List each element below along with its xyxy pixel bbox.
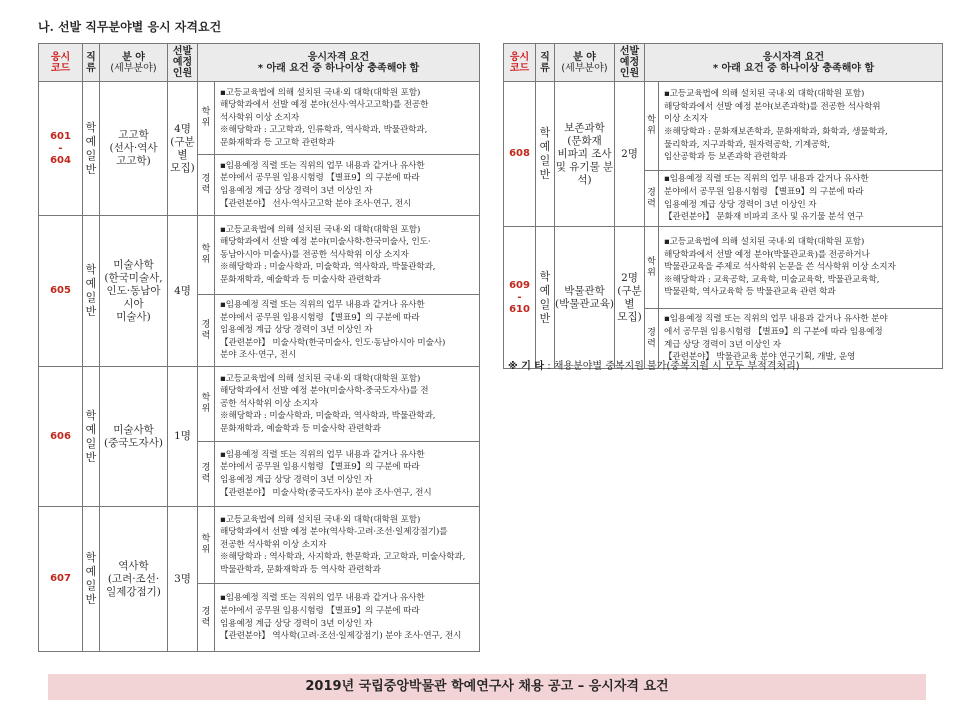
- requirement-line: 박물관학과, 문화재학과 등 역사학 관련학과: [220, 564, 381, 575]
- requirement-line: 【관련분야】 문화재 비파괴 조사 및 유기물 분석 연구: [664, 212, 864, 223]
- requirement-line: 임용예정 계급 상당 경력이 3년 이상인 자: [220, 186, 373, 196]
- requirement-line: 분야에서 공무원 임용시험령 【별표9】의 구분에 따라: [220, 462, 420, 473]
- requirement-line: 【관련분야】 역사학(고려·조선·일제강점기) 분야 조사·연구, 전시: [220, 631, 462, 642]
- job-type: 학 예 일 반: [83, 82, 100, 216]
- requirement-line: ※해당학과 : 문화재보존학과, 문화재학과, 화학과, 생물학과,: [664, 127, 888, 137]
- requirement-line: 분야에서 공무원 임용시험령 【별표9】의 구분에 따라: [220, 312, 420, 323]
- requirement-line: 분야 조사·연구, 전시: [220, 350, 297, 361]
- requirement-line: ※해당학과 : 역사학과, 사지학과, 한문학과, 고고학과, 미술사학과,: [220, 552, 466, 563]
- degree-label: 학 위: [198, 367, 215, 442]
- experience-requirement: [215, 155, 480, 216]
- requirement-line: 계급 상당 경력이 3년 이상인 자: [664, 339, 781, 350]
- header-type: 직 류: [536, 44, 555, 82]
- requirement-line: 임용예정 계급 상당 경력이 3년 이상인 자: [220, 325, 373, 336]
- requirement-line: 해당학과에서 선발 예정 분야(역사학-고려·조선·일제강점기)를: [220, 527, 448, 538]
- degree-label: 학 위: [198, 507, 215, 584]
- requirement-line: ▪임용예정 직렬 또는 직위의 업무 내용과 같거나 유사한: [220, 593, 425, 604]
- header-type: 직 류: [83, 44, 100, 82]
- requirement-line: 물리학과, 지구과학과, 원자력공학, 기계공학,: [664, 139, 831, 150]
- requirement-line: 해당학과에서 선발 예정 분야(미술사학-중국도자사)를 전: [220, 386, 429, 397]
- note-text: : 채용분야별 중복지원 불가(중복지원 시 모두 부적격처리): [547, 361, 800, 372]
- hire-count: 4명: [168, 216, 198, 367]
- hire-count: 1명: [168, 367, 198, 507]
- job-field: 미술사학 (중국도자사): [100, 367, 168, 507]
- requirement-line: ▪임용예정 직렬 또는 직위의 업무 내용과 같거나 유사한: [220, 160, 425, 171]
- requirement-line: ▪임용예정 직렬 또는 직위의 업무 내용과 같거나 유사한: [220, 300, 425, 311]
- requirement-line: 공한 석사학위 이상 소지자: [220, 398, 319, 409]
- requirement-line: ▪고등교육법에 의해 설치된 국내·외 대학(대학원 포함): [220, 224, 421, 235]
- position-row: [504, 82, 943, 171]
- table-header-row: [39, 44, 480, 82]
- position-row: [39, 367, 480, 442]
- requirement-line: ▪임용예정 직렬 또는 직위의 업무 내용과 같거나 유사한 분야: [664, 314, 888, 325]
- requirement-line: 【관련분야】 박물관교육 분야 연구기획, 개발, 운영: [664, 352, 856, 363]
- requirement-line: ※해당학과 : 미술사학과, 미술학과, 역사학과, 박물관학과,: [220, 262, 436, 273]
- hire-count: 4명 (구분별 모집): [168, 82, 198, 216]
- requirement-line: 【관련분야】 선사·역사고고학 분야 조사·연구, 전시: [220, 198, 412, 209]
- requirement-line: 분야에서 공무원 임용시험령 【별표9】의 구분에 따라: [220, 605, 420, 616]
- header-field: 분 야 (세부분야): [555, 44, 615, 82]
- requirement-line: 【관련분야】 미술사학(중국도자사) 분야 조사·연구, 전시: [220, 487, 432, 498]
- job-field: 고고학 (선사·역사 고고학): [100, 82, 168, 216]
- requirement-line: 임용예정 계급 상당 경력이 3년 이상인 자: [220, 618, 373, 629]
- requirement-line: 문화재학과, 예술학과 등 미술사학 관련학과: [220, 423, 381, 434]
- requirement-line: 【관련분야】 미술사학(한국미술사, 인도·동남아시아 미술사): [220, 337, 446, 348]
- degree-label: 학 위: [198, 82, 215, 155]
- job-field: 보존과학 (문화재 비파괴 조사 및 유기물 분석): [555, 82, 615, 227]
- requirement-line: 분야에서 공무원 임용시험령 【별표9】의 구분에 따라: [664, 186, 864, 197]
- header-code: 응시 코드: [39, 44, 83, 82]
- degree-requirement: [215, 216, 480, 295]
- requirement-line: 해당학과에서 선발 예정 분야(선사·역사고고학)를 전공한: [220, 100, 429, 111]
- degree-label: 학 위: [645, 227, 659, 309]
- requirement-line: 해당학과에서 선발 예정 분야(박물관교육)를 전공하거나: [664, 249, 870, 260]
- header-requirements: 응시자격 요건 * 아래 요건 중 하나이상 충족해야 함: [645, 44, 943, 82]
- requirement-line: ※해당학과 : 미술사학과, 미술학과, 역사학과, 박물관학과,: [220, 411, 436, 422]
- job-field: 박물관학 (박물관교육): [555, 227, 615, 369]
- experience-label: 경 력: [645, 309, 659, 369]
- requirement-line: ▪임용예정 직렬 또는 직위의 업무 내용과 같거나 유사한: [664, 174, 869, 185]
- requirement-line: ▪고등교육법에 의해 설치된 국내·외 대학(대학원 포함): [220, 373, 421, 384]
- header-requirements: 응시자격 요건 * 아래 요건 중 하나이상 충족해야 함: [198, 44, 480, 82]
- degree-label: 학 위: [198, 216, 215, 295]
- requirement-line: 석사학위 이상 소지자: [220, 112, 300, 123]
- experience-label: 경 력: [198, 295, 215, 367]
- position-code: 608: [504, 82, 536, 227]
- requirement-line: 임산공학과 등 보존과학 관련학과: [664, 152, 787, 163]
- table-header-row: [504, 44, 943, 82]
- header-code: 응시 코드: [504, 44, 536, 82]
- note-label: ※ 기 타: [508, 361, 545, 372]
- hire-count: 2명: [615, 82, 645, 227]
- requirement-line: ▪고등교육법에 의해 설치된 국내·외 대학(대학원 포함): [220, 514, 421, 525]
- job-type: 학 예 일 반: [536, 82, 555, 227]
- experience-label: 경 력: [198, 442, 215, 507]
- position-code: 605: [39, 216, 83, 367]
- requirement-line: ▪임용예정 직렬 또는 직위의 업무 내용과 같거나 유사한: [220, 449, 425, 460]
- requirement-line: 박물관교육을 주제로 석사학위 논문을 쓴 석사학위 이상 소지자: [664, 262, 896, 273]
- degree-requirement: [659, 227, 943, 309]
- requirement-line: 동남아시아 미술사)를 전공한 석사학위 이상 소지자: [220, 249, 409, 260]
- job-type: 학 예 일 반: [83, 507, 100, 652]
- requirement-line: 해당학과에서 선발 예정 분야(미술사학-한국미술사, 인도·: [220, 237, 431, 248]
- hire-count: 2명 (구분별 모집): [615, 227, 645, 369]
- hire-count: 3명: [168, 507, 198, 652]
- requirement-line: 해당학과에서 선발 예정 분야(보존과학)를 전공한 석사학위: [664, 101, 881, 112]
- position-row: [39, 216, 480, 295]
- job-type: 학 예 일 반: [83, 216, 100, 367]
- requirement-line: ▪고등교육법에 의해 설치된 국내·외 대학(대학원 포함): [664, 89, 865, 100]
- experience-label: 경 력: [198, 584, 215, 652]
- header-field: 분 야 (세부분야): [100, 44, 168, 82]
- degree-label: 학 위: [645, 82, 659, 171]
- requirement-line: 임용예정 계급 상당 경력이 3년 이상인 자: [664, 199, 817, 210]
- job-type: 학 예 일 반: [83, 367, 100, 507]
- position-code: 601 - 604: [39, 82, 83, 216]
- experience-requirement: [215, 442, 480, 507]
- requirement-line: 임용예정 계급 상당 경력이 3년 이상인 자: [220, 475, 373, 485]
- position-row: [504, 227, 943, 309]
- position-row: [39, 507, 480, 584]
- experience-requirement: [215, 295, 480, 367]
- note: [508, 357, 800, 372]
- experience-label: 경 력: [198, 155, 215, 216]
- degree-requirement: [215, 507, 480, 584]
- position-code: 609 - 610: [504, 227, 536, 369]
- left-requirements-table: [38, 43, 480, 652]
- experience-label: 경 력: [645, 171, 659, 227]
- requirement-line: 이상 소지자: [664, 114, 708, 125]
- footer-banner: 2019년 국립중앙박물관 학예연구사 채용 공고 – 응시자격 요건: [48, 674, 926, 700]
- requirement-line: 전공한 석사학위 이상 소지자: [220, 539, 327, 550]
- requirement-line: ▪고등교육법에 의해 설치된 국내·외 대학(대학원 포함): [220, 87, 421, 98]
- position-row: [39, 82, 480, 155]
- requirement-line: ※해당학과 : 고고학과, 인류학과, 역사학과, 박물관학과,: [220, 125, 428, 136]
- job-field: 역사학 (고려·조선· 일제강점기): [100, 507, 168, 652]
- experience-requirement: [659, 171, 943, 227]
- position-code: 606: [39, 367, 83, 507]
- experience-requirement: [215, 584, 480, 652]
- job-field: 미술사학 (한국미술사, 인도·동남아 시아 미술사): [100, 216, 168, 367]
- header-count: 선발 예정 인원: [168, 44, 198, 82]
- degree-requirement: [659, 82, 943, 171]
- section-title: 나. 선발 직무분야별 응시 자격요건: [38, 20, 222, 34]
- degree-requirement: [215, 82, 480, 155]
- requirement-line: 문화재학과 등 고고학 관련학과: [220, 137, 335, 148]
- header-count: 선발 예정 인원: [615, 44, 645, 82]
- requirement-line: 박물관학, 역사교육학 등 박물관교육 관련 학과: [664, 287, 836, 298]
- position-code: 607: [39, 507, 83, 652]
- requirement-line: ▪고등교육법에 의해 설치된 국내·외 대학(대학원 포함): [664, 237, 865, 248]
- right-requirements-table: [503, 43, 943, 369]
- job-type: 학 예 일 반: [536, 227, 555, 369]
- requirement-line: 문화재학과, 예술학과 등 미술사학 관련학과: [220, 274, 381, 285]
- requirement-line: ※해당학과 : 교육공학, 교육학, 미술교육학, 박물관교육학,: [664, 274, 880, 285]
- degree-requirement: [215, 367, 480, 442]
- requirement-line: 에서 공무원 임용시험령 【별표9】의 구분에 따라 임용예정: [664, 326, 883, 337]
- requirement-line: 분야에서 공무원 임용시험령 【별표9】의 구분에 따라: [220, 173, 420, 184]
